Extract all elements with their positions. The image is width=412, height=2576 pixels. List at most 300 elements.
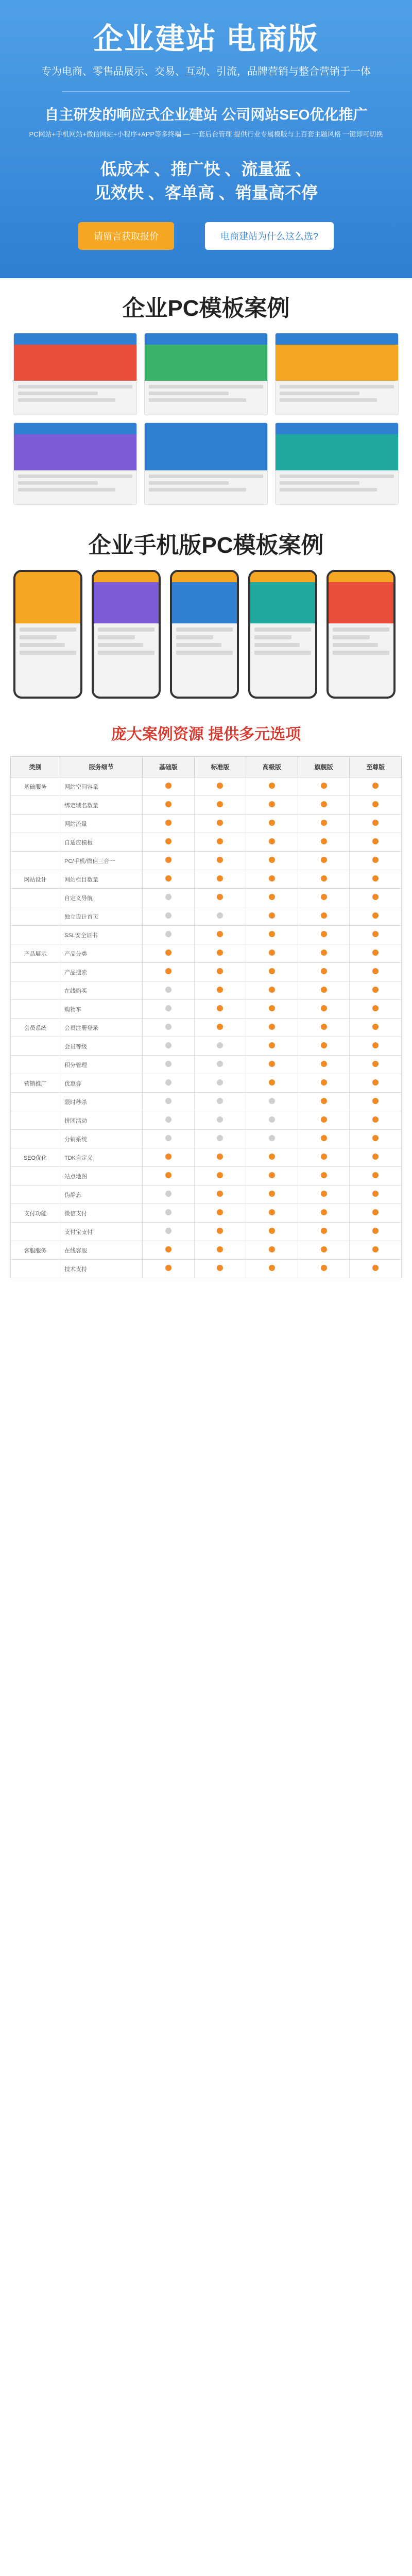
included-dot-icon bbox=[321, 838, 327, 844]
plan-cell bbox=[350, 1000, 402, 1019]
table-header-cell: 旗舰版 bbox=[298, 757, 350, 777]
plan-cell bbox=[143, 777, 195, 796]
plan-cell bbox=[298, 1074, 350, 1093]
plan-cell bbox=[143, 1056, 195, 1074]
included-dot-icon bbox=[217, 838, 223, 844]
feature-cell: PC/手机/微信三合一 bbox=[60, 852, 143, 870]
included-dot-icon bbox=[372, 1098, 379, 1104]
plan-cell bbox=[350, 1130, 402, 1148]
get-quote-button[interactable]: 请留言获取报价 bbox=[78, 222, 174, 250]
table-row bbox=[11, 1241, 402, 1260]
excluded-dot-icon bbox=[165, 987, 171, 993]
mobile-template-thumbnail[interactable] bbox=[92, 570, 161, 699]
plan-cell bbox=[298, 1056, 350, 1074]
excluded-dot-icon bbox=[269, 1098, 275, 1104]
plan-cell bbox=[350, 1260, 402, 1278]
pc-template-thumbnail[interactable] bbox=[13, 333, 137, 415]
category-cell: 支付功能 bbox=[11, 1204, 60, 1223]
category-cell bbox=[11, 907, 60, 926]
excluded-dot-icon bbox=[165, 1191, 171, 1197]
table-header-cell: 标准版 bbox=[194, 757, 246, 777]
pc-template-thumbnail[interactable] bbox=[275, 333, 399, 415]
excluded-dot-icon bbox=[217, 1042, 223, 1048]
plan-cell bbox=[246, 1148, 298, 1167]
included-dot-icon bbox=[217, 1228, 223, 1234]
feature-cell: 绑定域名数量 bbox=[60, 796, 143, 815]
included-dot-icon bbox=[372, 894, 379, 900]
included-dot-icon bbox=[165, 875, 171, 882]
feature-cell: 产品分类 bbox=[60, 944, 143, 963]
plan-cell bbox=[194, 815, 246, 833]
mobile-template-thumbnail[interactable] bbox=[327, 570, 396, 699]
included-dot-icon bbox=[165, 838, 171, 844]
mobile-template-gallery bbox=[0, 560, 412, 709]
plan-cell bbox=[246, 944, 298, 963]
plan-cell bbox=[298, 1111, 350, 1130]
hero-heading: 自主研发的响应式企业建站 公司网站SEO优化推广 bbox=[44, 107, 368, 123]
plan-cell bbox=[194, 1204, 246, 1223]
plan-cell bbox=[246, 926, 298, 944]
plan-cell bbox=[246, 833, 298, 852]
included-dot-icon bbox=[321, 1246, 327, 1252]
included-dot-icon bbox=[165, 783, 171, 789]
plan-cell bbox=[143, 1223, 195, 1241]
plan-cell bbox=[298, 1185, 350, 1204]
excluded-dot-icon bbox=[165, 1116, 171, 1123]
included-dot-icon bbox=[269, 1172, 275, 1178]
plan-cell bbox=[194, 1148, 246, 1167]
plan-cell bbox=[350, 796, 402, 815]
plan-cell bbox=[246, 870, 298, 889]
included-dot-icon bbox=[372, 838, 379, 844]
plan-cell bbox=[246, 852, 298, 870]
plan-cell bbox=[143, 981, 195, 1000]
excluded-dot-icon bbox=[165, 894, 171, 900]
table-row bbox=[11, 1223, 402, 1241]
included-dot-icon bbox=[165, 801, 171, 807]
plan-cell bbox=[298, 777, 350, 796]
plan-cell bbox=[246, 1204, 298, 1223]
included-dot-icon bbox=[321, 1079, 327, 1086]
plan-cell bbox=[350, 1037, 402, 1056]
included-dot-icon bbox=[269, 820, 275, 826]
category-cell bbox=[11, 1167, 60, 1185]
included-dot-icon bbox=[321, 968, 327, 974]
table-intro: 庞大案例资源 提供多元选项 bbox=[111, 726, 301, 743]
pc-template-gallery bbox=[0, 323, 412, 515]
category-cell bbox=[11, 963, 60, 981]
table-row bbox=[11, 889, 402, 907]
category-cell bbox=[11, 1111, 60, 1130]
included-dot-icon bbox=[217, 1246, 223, 1252]
feature-cell: 限时秒杀 bbox=[60, 1093, 143, 1111]
plan-cell bbox=[143, 1019, 195, 1037]
plan-cell bbox=[350, 889, 402, 907]
plan-cell bbox=[143, 944, 195, 963]
table-row bbox=[11, 1204, 402, 1223]
included-dot-icon bbox=[321, 1265, 327, 1271]
plan-cell bbox=[246, 1185, 298, 1204]
plan-cell bbox=[143, 1130, 195, 1148]
included-dot-icon bbox=[165, 1265, 171, 1271]
category-cell: 会员系统 bbox=[11, 1019, 60, 1037]
plan-cell bbox=[194, 889, 246, 907]
included-dot-icon bbox=[269, 1246, 275, 1252]
plan-cell bbox=[143, 1185, 195, 1204]
excluded-dot-icon bbox=[165, 1042, 171, 1048]
plan-cell bbox=[143, 889, 195, 907]
category-cell: SEO优化 bbox=[11, 1148, 60, 1167]
mobile-template-thumbnail[interactable] bbox=[170, 570, 239, 699]
included-dot-icon bbox=[269, 912, 275, 919]
plan-cell bbox=[350, 852, 402, 870]
why-choose-button[interactable]: 电商建站为什么这么选? bbox=[205, 222, 334, 250]
category-cell bbox=[11, 852, 60, 870]
included-dot-icon bbox=[372, 1154, 379, 1160]
included-dot-icon bbox=[217, 1265, 223, 1271]
excluded-dot-icon bbox=[217, 1079, 223, 1086]
table-row bbox=[11, 1185, 402, 1204]
excluded-dot-icon bbox=[165, 1079, 171, 1086]
plan-cell bbox=[194, 926, 246, 944]
included-dot-icon bbox=[372, 1079, 379, 1086]
table-row bbox=[11, 833, 402, 852]
feature-cell: 分销系统 bbox=[60, 1130, 143, 1148]
feature-cell: 会员等级 bbox=[60, 1037, 143, 1056]
included-dot-icon bbox=[165, 1172, 171, 1178]
included-dot-icon bbox=[165, 1246, 171, 1252]
included-dot-icon bbox=[269, 857, 275, 863]
plan-cell bbox=[143, 796, 195, 815]
included-dot-icon bbox=[321, 912, 327, 919]
plan-cell bbox=[246, 907, 298, 926]
included-dot-icon bbox=[372, 912, 379, 919]
table-header-cell: 基础版 bbox=[143, 757, 195, 777]
plan-cell bbox=[350, 981, 402, 1000]
included-dot-icon bbox=[321, 1154, 327, 1160]
plan-cell bbox=[350, 944, 402, 963]
plan-cell bbox=[350, 926, 402, 944]
plan-cell bbox=[298, 926, 350, 944]
excluded-dot-icon bbox=[217, 912, 223, 919]
feature-cell: 优惠券 bbox=[60, 1074, 143, 1093]
pc-section-title: 企业PC模板案例 bbox=[122, 296, 290, 321]
included-dot-icon bbox=[372, 1116, 379, 1123]
feature-cell: 购物车 bbox=[60, 1000, 143, 1019]
plan-cell bbox=[143, 1260, 195, 1278]
feature-cell: 独立设计首页 bbox=[60, 907, 143, 926]
feature-cell: 在线客服 bbox=[60, 1241, 143, 1260]
category-cell bbox=[11, 889, 60, 907]
hero-slogan-line1: 低成本 、推广快 、流量猛 、 bbox=[100, 160, 312, 178]
pc-template-thumbnail[interactable] bbox=[13, 422, 137, 505]
plan-cell bbox=[350, 963, 402, 981]
mobile-template-thumbnail[interactable] bbox=[248, 570, 317, 699]
excluded-dot-icon bbox=[165, 931, 171, 937]
included-dot-icon bbox=[269, 987, 275, 993]
excluded-dot-icon bbox=[217, 1061, 223, 1067]
included-dot-icon bbox=[217, 875, 223, 882]
divider bbox=[62, 91, 350, 92]
table-header-cell: 服务细节 bbox=[60, 757, 143, 777]
included-dot-icon bbox=[372, 1024, 379, 1030]
included-dot-icon bbox=[321, 1209, 327, 1215]
hero-slogan bbox=[0, 157, 412, 205]
included-dot-icon bbox=[321, 1191, 327, 1197]
feature-cell: 支付宝支付 bbox=[60, 1223, 143, 1241]
plan-cell bbox=[350, 907, 402, 926]
plan-cell bbox=[143, 1037, 195, 1056]
included-dot-icon bbox=[321, 1061, 327, 1067]
plan-cell bbox=[143, 852, 195, 870]
excluded-dot-icon bbox=[165, 1024, 171, 1030]
included-dot-icon bbox=[269, 875, 275, 882]
included-dot-icon bbox=[372, 783, 379, 789]
hero-banner bbox=[0, 0, 412, 278]
included-dot-icon bbox=[269, 1024, 275, 1030]
table-row bbox=[11, 1093, 402, 1111]
plan-cell bbox=[350, 1074, 402, 1093]
table-row bbox=[11, 1260, 402, 1278]
plan-cell bbox=[350, 1019, 402, 1037]
included-dot-icon bbox=[269, 1265, 275, 1271]
hero-buttons bbox=[0, 222, 412, 250]
included-dot-icon bbox=[217, 1209, 223, 1215]
included-dot-icon bbox=[372, 1005, 379, 1011]
included-dot-icon bbox=[372, 1135, 379, 1141]
feature-table-section bbox=[0, 721, 412, 1278]
plan-cell bbox=[246, 796, 298, 815]
plan-cell bbox=[143, 963, 195, 981]
plan-cell bbox=[143, 1167, 195, 1185]
included-dot-icon bbox=[217, 931, 223, 937]
plan-cell bbox=[298, 963, 350, 981]
plan-cell bbox=[350, 833, 402, 852]
included-dot-icon bbox=[321, 1135, 327, 1141]
plan-cell bbox=[194, 981, 246, 1000]
plan-cell bbox=[298, 1241, 350, 1260]
plan-cell bbox=[194, 1000, 246, 1019]
included-dot-icon bbox=[321, 783, 327, 789]
table-row bbox=[11, 1111, 402, 1130]
category-cell: 营销推广 bbox=[11, 1074, 60, 1093]
table-row bbox=[11, 1019, 402, 1037]
plan-cell bbox=[350, 1204, 402, 1223]
plan-cell bbox=[350, 777, 402, 796]
plan-cell bbox=[246, 1056, 298, 1074]
included-dot-icon bbox=[321, 1098, 327, 1104]
plan-cell bbox=[350, 1093, 402, 1111]
feature-cell: 产品搜索 bbox=[60, 963, 143, 981]
table-row bbox=[11, 1056, 402, 1074]
included-dot-icon bbox=[372, 801, 379, 807]
table-row bbox=[11, 926, 402, 944]
included-dot-icon bbox=[372, 987, 379, 993]
category-cell bbox=[11, 1093, 60, 1111]
included-dot-icon bbox=[321, 950, 327, 956]
included-dot-icon bbox=[269, 931, 275, 937]
plan-cell bbox=[143, 926, 195, 944]
table-row bbox=[11, 870, 402, 889]
plan-cell bbox=[194, 1056, 246, 1074]
plan-cell bbox=[298, 1148, 350, 1167]
pc-template-thumbnail[interactable] bbox=[275, 422, 399, 505]
plan-cell bbox=[246, 1223, 298, 1241]
category-cell: 基础服务 bbox=[11, 777, 60, 796]
included-dot-icon bbox=[372, 1265, 379, 1271]
category-cell bbox=[11, 815, 60, 833]
plan-cell bbox=[298, 907, 350, 926]
included-dot-icon bbox=[217, 1154, 223, 1160]
excluded-dot-icon bbox=[165, 1209, 171, 1215]
plan-cell bbox=[194, 1093, 246, 1111]
included-dot-icon bbox=[269, 838, 275, 844]
plan-cell bbox=[246, 1019, 298, 1037]
included-dot-icon bbox=[217, 801, 223, 807]
plan-cell bbox=[246, 1093, 298, 1111]
mobile-section-title: 企业手机版PC模板案例 bbox=[88, 533, 324, 558]
plan-cell bbox=[298, 1204, 350, 1223]
plan-cell bbox=[298, 852, 350, 870]
plan-cell bbox=[143, 1204, 195, 1223]
plan-cell bbox=[298, 815, 350, 833]
included-dot-icon bbox=[321, 987, 327, 993]
table-header-cell: 至尊版 bbox=[350, 757, 402, 777]
plan-cell bbox=[298, 1093, 350, 1111]
plan-cell bbox=[298, 889, 350, 907]
plan-cell bbox=[246, 777, 298, 796]
included-dot-icon bbox=[217, 1005, 223, 1011]
table-row bbox=[11, 1074, 402, 1093]
included-dot-icon bbox=[165, 950, 171, 956]
plan-cell bbox=[194, 944, 246, 963]
plan-cell bbox=[298, 1019, 350, 1037]
included-dot-icon bbox=[269, 1191, 275, 1197]
table-row bbox=[11, 963, 402, 981]
category-cell bbox=[11, 833, 60, 852]
plan-cell bbox=[350, 1241, 402, 1260]
included-dot-icon bbox=[217, 783, 223, 789]
included-dot-icon bbox=[321, 1042, 327, 1048]
included-dot-icon bbox=[217, 950, 223, 956]
included-dot-icon bbox=[321, 1228, 327, 1234]
plan-cell bbox=[298, 1037, 350, 1056]
table-row bbox=[11, 1000, 402, 1019]
included-dot-icon bbox=[372, 968, 379, 974]
included-dot-icon bbox=[269, 1228, 275, 1234]
pc-template-thumbnail[interactable] bbox=[144, 333, 268, 415]
included-dot-icon bbox=[269, 1042, 275, 1048]
plan-cell bbox=[246, 1260, 298, 1278]
included-dot-icon bbox=[321, 1116, 327, 1123]
plan-cell bbox=[246, 1111, 298, 1130]
table-row bbox=[11, 1148, 402, 1167]
included-dot-icon bbox=[217, 894, 223, 900]
category-cell bbox=[11, 1130, 60, 1148]
included-dot-icon bbox=[321, 1024, 327, 1030]
included-dot-icon bbox=[321, 875, 327, 882]
included-dot-icon bbox=[217, 987, 223, 993]
plan-cell bbox=[298, 944, 350, 963]
category-cell bbox=[11, 926, 60, 944]
included-dot-icon bbox=[217, 968, 223, 974]
hero-description: PC网站+手机网站+微信网站+小程序+APP等多终端 — 一套后台管理 提供行业专属模版与上百套主题风格 一键即可切换 bbox=[29, 130, 383, 138]
included-dot-icon bbox=[321, 894, 327, 900]
included-dot-icon bbox=[269, 1005, 275, 1011]
included-dot-icon bbox=[269, 950, 275, 956]
feature-cell: 积分管理 bbox=[60, 1056, 143, 1074]
excluded-dot-icon bbox=[165, 1135, 171, 1141]
plan-cell bbox=[194, 1167, 246, 1185]
feature-cell: 网站流量 bbox=[60, 815, 143, 833]
table-row bbox=[11, 981, 402, 1000]
plan-cell bbox=[246, 1130, 298, 1148]
plan-cell bbox=[194, 1260, 246, 1278]
mobile-template-section bbox=[0, 515, 412, 709]
category-cell bbox=[11, 981, 60, 1000]
included-dot-icon bbox=[165, 968, 171, 974]
plan-cell bbox=[350, 1111, 402, 1130]
table-row bbox=[11, 815, 402, 833]
feature-cell: SSL安全证书 bbox=[60, 926, 143, 944]
included-dot-icon bbox=[269, 783, 275, 789]
included-dot-icon bbox=[372, 1172, 379, 1178]
table-row bbox=[11, 1167, 402, 1185]
plan-cell bbox=[246, 1241, 298, 1260]
included-dot-icon bbox=[372, 1191, 379, 1197]
feature-cell: TDK自定义 bbox=[60, 1148, 143, 1167]
plan-cell bbox=[194, 1037, 246, 1056]
included-dot-icon bbox=[321, 801, 327, 807]
included-dot-icon bbox=[372, 1042, 379, 1048]
feature-cell: 会员注册登录 bbox=[60, 1019, 143, 1037]
plan-cell bbox=[194, 1185, 246, 1204]
pc-template-thumbnail[interactable] bbox=[144, 422, 268, 505]
plan-cell bbox=[246, 1037, 298, 1056]
category-cell: 客服服务 bbox=[11, 1241, 60, 1260]
hero-subtitle: 专为电商、零售品展示、交易、互动、引流，品牌营销与整合营销于一体 bbox=[41, 66, 371, 77]
excluded-dot-icon bbox=[217, 1135, 223, 1141]
plan-cell bbox=[298, 833, 350, 852]
included-dot-icon bbox=[372, 1061, 379, 1067]
mobile-template-thumbnail[interactable] bbox=[13, 570, 82, 699]
included-dot-icon bbox=[372, 1246, 379, 1252]
plan-cell bbox=[246, 1000, 298, 1019]
table-row bbox=[11, 777, 402, 796]
feature-comparison-table bbox=[10, 756, 402, 1278]
plan-cell bbox=[350, 1148, 402, 1167]
included-dot-icon bbox=[217, 857, 223, 863]
included-dot-icon bbox=[269, 1079, 275, 1086]
included-dot-icon bbox=[269, 1061, 275, 1067]
included-dot-icon bbox=[372, 820, 379, 826]
feature-cell: 站点地图 bbox=[60, 1167, 143, 1185]
table-header-cell: 高级版 bbox=[246, 757, 298, 777]
plan-cell bbox=[143, 870, 195, 889]
included-dot-icon bbox=[165, 820, 171, 826]
plan-cell bbox=[298, 1000, 350, 1019]
plan-cell bbox=[143, 907, 195, 926]
included-dot-icon bbox=[165, 1154, 171, 1160]
plan-cell bbox=[194, 852, 246, 870]
category-cell bbox=[11, 1223, 60, 1241]
excluded-dot-icon bbox=[269, 1135, 275, 1141]
plan-cell bbox=[194, 1019, 246, 1037]
included-dot-icon bbox=[372, 1209, 379, 1215]
included-dot-icon bbox=[217, 820, 223, 826]
feature-cell: 网站栏目数量 bbox=[60, 870, 143, 889]
excluded-dot-icon bbox=[217, 1116, 223, 1123]
